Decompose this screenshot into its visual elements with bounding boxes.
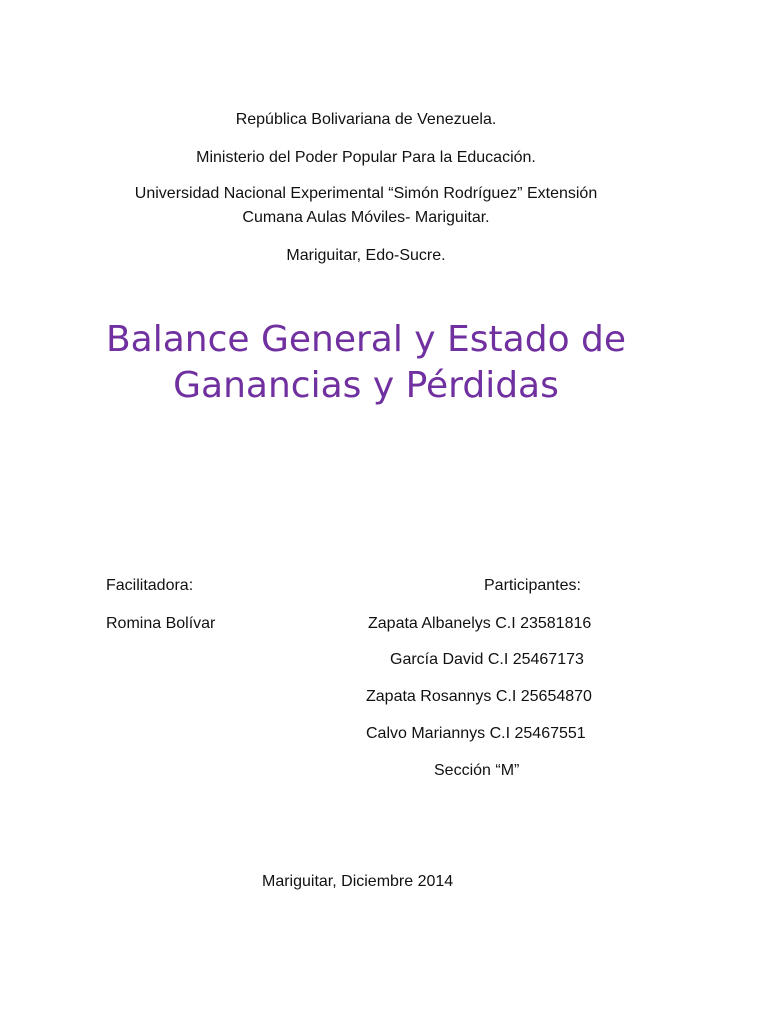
section-label: Sección “M” bbox=[434, 762, 520, 779]
document-title-line-1: Balance General y Estado de bbox=[105, 319, 627, 360]
location-line: Mariguitar, Edo-Sucre. bbox=[286, 247, 446, 264]
participant-item: Calvo Mariannys C.I 25467551 bbox=[366, 725, 586, 742]
facilitator-label: Facilitadora: bbox=[106, 577, 194, 594]
participant-item: Zapata Albanelys C.I 23581816 bbox=[368, 615, 592, 632]
university-line-1: Universidad Nacional Experimental “Simón Rodríguez” Extensión bbox=[134, 185, 598, 202]
ministry-line: Ministerio del Poder Popular Para la Educación. bbox=[196, 149, 536, 166]
document-title-line-2: Ganancias y Pérdidas bbox=[173, 365, 559, 406]
university-line-2: Cumana Aulas Móviles- Mariguitar. bbox=[242, 209, 490, 226]
facilitator-name: Romina Bolívar bbox=[106, 615, 216, 632]
participant-item: García David C.I 25467173 bbox=[390, 651, 584, 668]
participant-item: Zapata Rosannys C.I 25654870 bbox=[366, 688, 592, 705]
place-date-line: Mariguitar, Diciembre 2014 bbox=[262, 873, 454, 890]
republic-line: República Bolivariana de Venezuela. bbox=[235, 111, 497, 128]
participants-label: Participantes: bbox=[484, 577, 581, 594]
